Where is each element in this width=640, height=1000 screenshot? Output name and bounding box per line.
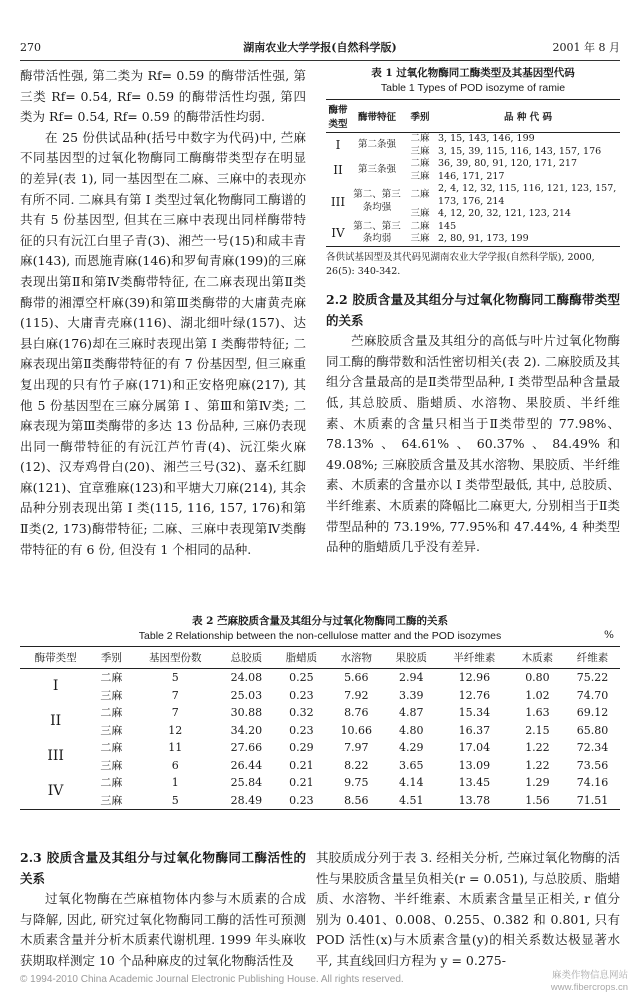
data-cell: 二麻 [100,706,123,719]
type-cell: II [50,712,62,729]
data-cell: 8.56 [344,793,369,807]
data-cell: 7.92 [344,688,369,702]
data-cell: 73.56 [576,758,609,772]
data-cell: 16.37 [458,723,491,737]
data-cell: 4.29 [399,741,424,754]
data-cell: 28.49 [230,793,263,807]
data-cell: 4.14 [399,776,424,789]
data-cell: 13.09 [458,758,491,772]
table-2-grid [20,646,620,810]
data-cell: 3.65 [399,758,424,772]
column-header: 基因型份数 [131,647,218,669]
table-1-caption-cn: 表 1 过氧化物酶同工酶类型及其基因型代码 [371,67,575,79]
codes-cell: 4, 12, 20, 32, 121, 123, 214 [438,208,571,219]
paragraph: 过氧化物酶在苎麻植物体内参与木质素的合成与降解, 因此, 研究过氧化物酶同工酶的活性可预测木质素含量并分析木质素代谢机理. 1999 年头麻收获期取样测定 10 个品种麻皮的过氧化物酶活性及 [20,891,306,968]
paragraph: 在 25 份供试品种(括号中数字为代码)中, 苎麻不同基因型的过氧化物酶同工酶酶带类型存在明显的差异(表 1), 同一基因型在二麻、三麻中的表现亦有所不同. 二麻具有第 I 类型过氧化物酶同工酶谱的共有 5 份基因型, 但其在三麻中表现出同样酶带特征的只有沅江白里子青(3)、湘苎一号(15)和咸丰青麻(143), 而恩施青麻(146)和罗甸青麻(199)的三麻表现出第Ⅱ和第Ⅳ类酶带特征, 在二麻表现出第Ⅱ类酶带的湘潭空杆麻(39)和第Ⅲ类酶带的大庸黄壳麻(115)、大庸青壳麻(116)、湖北细叶绿(157)、达县白麻(176)却在三麻时表现出第 I 类酶带特征; 二麻表现出第Ⅱ类酶带特征的有 7 份基因型, 但三麻重复出现的只有竹子麻(171)和正安格兜麻(217), 其他 5 份基因型在三麻分属第 I 、第Ⅲ和第Ⅳ类; 二麻表现为第Ⅲ类酶带的多达 13 份品种, 三麻仍表现出同一酶带特征的有沅江芦竹青(4)、沅江柴火麻(12)、汉寿鸡骨白(20)、湘苎三号(32)、嘉禾红脚麻(121)、宜章雅麻(123)和平塘大刀麻(214), 其余品种分别表现出第 I 类(115, 116, 157, 176)和第Ⅱ类(2, 173)酶带特征; 二麻、三麻中表现第Ⅳ类酶带特征的有 6 份, 但没有 1 个相同的品种. [20,129,306,557]
season-cell: 三麻 [410,170,430,182]
data-cell: 24.08 [230,671,263,684]
data-cell: 2.94 [399,671,424,684]
section-heading: 2.2 胶质含量及其组分与过氧化物酶同工酶酶带类型的关系 [326,292,620,328]
season-cell: 二麻 [410,220,430,232]
feature-cell: 第二、第三条均弱 [353,220,401,244]
feature-cell: 第二条强 [357,139,396,151]
data-cell: 6 [171,758,179,772]
type-cell: II [333,163,343,178]
data-cell: 34.20 [230,723,263,737]
feature-cell: 第二、第三条均强 [353,189,401,213]
data-cell: 5.66 [344,671,369,684]
table-row [20,704,620,722]
column-header: 半纤维素 [439,647,510,669]
data-cell: 0.21 [289,776,314,789]
data-cell: 13.45 [458,776,491,789]
data-cell: 74.70 [576,688,609,702]
data-cell: 25.84 [230,776,263,789]
data-cell: 0.80 [525,671,550,684]
column-header: 季别 [404,100,436,133]
data-cell: 72.34 [576,741,609,754]
unit-label: % [604,629,614,641]
feature-cell: 第三条强 [357,164,396,176]
data-cell: 26.44 [230,758,263,772]
page-number: 270 [20,40,41,54]
table-row [20,687,620,705]
data-cell: 1 [171,776,179,789]
data-cell: 0.29 [289,741,314,754]
table-row [20,792,620,810]
data-cell: 二麻 [100,671,123,684]
data-cell: 0.23 [289,793,314,807]
codes-cell: 145 [438,220,457,232]
type-cell: III [47,747,64,764]
data-cell: 7 [171,688,179,702]
codes-cell: 2, 4, 12, 32, 115, 116, 121, 123, 157, 173, 176, 214 [438,183,617,207]
data-cell: 12 [168,723,183,737]
table-1-note: 各供试基因型及其代码见湖南农业大学学报(自然科学版), 2000, 26(5): 340-342. [326,251,595,277]
column-header: 品 种 代 码 [436,100,620,133]
table-row [20,739,620,757]
table-2-caption-cn: 表 2 苎麻胶质含量及其组分与过氧化物酶同工酶的关系 [191,615,449,627]
column-header: 季别 [91,647,131,669]
running-header [20,38,620,56]
table-row [20,774,620,792]
column-header: 酶带特征 [350,100,404,133]
data-cell: 1.22 [525,758,550,772]
watermark-line: 麻类作物信息网站 [551,970,628,981]
data-cell: 65.80 [576,723,609,737]
codes-cell: 2, 80, 91, 173, 199 [438,233,529,244]
data-cell: 0.25 [289,671,314,684]
paragraph: 其胶质成分列于表 3. 经相关分析, 苎麻过氧化物酶的活性与果胶质含量呈负相关(r = 0.051), 与总胶质、脂蜡质、水溶物、半纤维素、木质素含量呈正相关, r 值分别为 0.401、0.008、0.255、0.382 和 0.801, 只有 POD 活性(x)与木质素含量(y)的相关系数达极显著水平, 其直线回归方程为 y = 0.275- [316,850,620,968]
codes-cell: 3, 15, 39, 115, 116, 143, 157, 176 [438,145,602,157]
data-cell: 2.15 [525,723,550,737]
journal-title: 湖南农业大学学报(自然科学版) [243,41,397,54]
codes-cell: 36, 39, 80, 91, 120, 171, 217 [438,158,577,169]
type-cell: III [330,194,346,209]
paragraph: 酶带活性强, 第二类为 Rf= 0.59 的酶带活性强, 第三类 Rf= 0.54, Rf= 0.59 的酶带活性均强, 第四类为 Rf= 0.54, Rf= 0.59 的酶带活性均弱. [20,68,306,125]
section-heading: 2.3 胶质含量及其组分与过氧化物酶同工酶活性的关系 [20,850,306,886]
data-cell: 4.80 [399,723,424,737]
data-cell: 12.96 [458,671,491,684]
data-cell: 10.66 [340,723,373,737]
data-cell: 12.76 [458,688,491,702]
data-cell: 27.66 [230,741,263,754]
data-cell: 17.04 [458,741,491,754]
type-cell: IV [331,225,345,240]
column-header: 酶带类型 [326,100,350,133]
data-cell: 1.29 [525,776,550,789]
column-header: 纤维素 [565,647,620,669]
right-column-text [326,290,620,558]
data-cell: 11 [168,741,183,754]
data-cell: 8.76 [344,706,369,719]
data-cell: 1.22 [525,741,550,754]
table-1-grid [326,99,620,247]
column-header: 果胶质 [384,647,439,669]
data-cell: 三麻 [100,758,123,772]
season-cell: 三麻 [410,145,430,157]
data-cell: 75.22 [576,671,609,684]
data-cell: 5 [171,793,179,807]
type-cell: I [52,677,59,694]
data-cell: 0.23 [289,688,314,702]
data-cell: 5 [171,671,179,684]
data-cell: 7 [171,706,179,719]
column-header: 总胶质 [219,647,274,669]
data-cell: 三麻 [100,688,123,702]
data-cell: 三麻 [100,793,123,807]
data-cell: 三麻 [100,723,123,737]
data-cell: 4.87 [399,706,424,719]
table-row [20,669,620,687]
copyright-footer: © 1994-2010 China Academic Journal Electronic Publishing House. All rights reserved. [20,974,404,985]
header-rule [20,60,620,61]
data-cell: 3.39 [399,688,424,702]
table-1 [326,66,620,279]
column-header: 酶带类型 [20,647,91,669]
data-cell: 1.02 [525,688,550,702]
data-cell: 25.03 [230,688,263,702]
data-cell: 1.56 [525,793,550,807]
data-cell: 0.23 [289,723,314,737]
watermark-line: www.fibercrops.cn [550,982,628,993]
data-cell: 二麻 [100,741,123,754]
data-cell: 30.88 [230,706,263,719]
codes-cell: 3, 15, 143, 146, 199 [438,133,535,144]
season-cell: 三麻 [410,233,430,244]
data-cell: 8.22 [344,758,369,772]
left-column-text [20,66,306,560]
season-cell: 二麻 [410,158,430,169]
season-cell: 二麻 [410,133,430,144]
season-cell: 二麻 [410,189,430,201]
data-cell: 74.16 [576,776,609,789]
section-2-3-right [316,848,620,972]
codes-cell: 146, 171, 217 [438,170,505,182]
data-cell: 0.32 [289,706,314,719]
data-cell: 69.12 [576,706,609,719]
issue-date: 2001 年 8 月 [552,41,620,54]
paragraph: 苎麻胶质含量及其组分的高低与叶片过氧化物酶同工酶的酶带数和活性密切相关(表 2). 二麻胶质及其组分含量最高的是Ⅱ类带型品种, I 类带型品种含量最低, 其总胶质、脂蜡质、水溶物、果胶质、半纤维素、木质素的含量只相当于Ⅱ类带型的 77.98%、78.13%、64.61%、60.37%、84.49%和 49.08%; 三麻胶质含量及其水溶物、果胶质、半纤维素、木质素的含量亦以 I 类带型最低, 其中, 总胶质、半纤维素、木质素的降幅比二麻更大, 分别相当于Ⅱ类带型品种的 73.19%, 77.95%和 47.44%, 4 种类型品种的脂蜡质几乎没有差异. [326,333,620,555]
data-cell: 4.51 [399,793,424,807]
data-cell: 9.75 [344,776,369,789]
table-2 [20,614,620,810]
season-cell: 三麻 [410,208,430,219]
column-header: 脂蜡质 [274,647,329,669]
type-cell: I [335,138,341,153]
type-cell: IV [47,782,64,799]
data-cell: 13.78 [458,793,491,807]
table-row [20,757,620,775]
data-cell: 0.21 [289,758,314,772]
data-cell: 71.51 [576,793,609,807]
data-cell: 15.34 [458,706,491,719]
column-header: 水溶物 [329,647,384,669]
table-2-caption-en: Table 2 Relationship between the non-cellulose matter and the POD isozymes [138,630,502,642]
section-2-3-left [20,848,306,972]
data-cell: 7.97 [344,741,369,754]
column-header: 木质素 [510,647,565,669]
data-cell: 1.63 [525,706,550,719]
table-row [20,722,620,740]
watermark [551,970,628,994]
data-cell: 二麻 [100,776,123,789]
table-1-caption-en: Table 1 Types of POD isozyme of ramie [380,82,566,94]
